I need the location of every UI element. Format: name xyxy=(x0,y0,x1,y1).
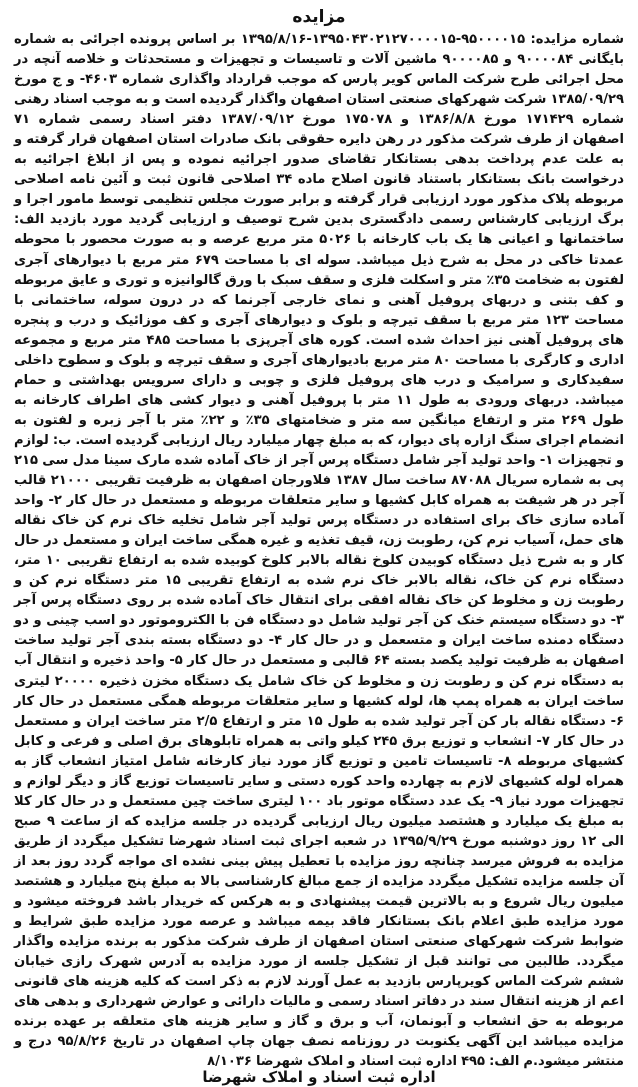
notice-footer: اداره ثبت اسناد و املاک شهرضا xyxy=(202,1068,436,1086)
notice-body: شماره مزایده: ۹۵۰۰۰۰۱۵-۱۳۹۵۰۴۳۰۲۱۲۷۰۰۰۰۱۵-۱۳۹۵/۸/۱۶ بر اساس پرونده اجرائی به شماره بایگانی ۹۰۰۰۰۸۴ و ۹۰۰۰۰۸۵ ماشین آلات و تاسیسات و تجهیزات و مستحدثات و خلاصه آنچه در محل اجرائی طرح شرکت الماس کویر پارس که موجب قرارداد واگذاری شماره ۴۶۰۳- و ج مورخ ۱۳۸۵/۰۹/۲۹ شرکت شهرکهای صنعتی استان اصفهان واگذار گردیده است و به موجب اسناد رهنی شماره ۱۷۱۴۲۹ مورخ ۱۳۸۶/۸/۸ و ۱۷۵۰۷۸ مورخ ۱۳۸۷/۰۹/۱۲ دفتر اسناد رسمی شماره ۷۱ اصفهان از طرف شرکت مذکور در رهن دایره حقوقی بانک صادرات استان اصفهان قرار گرفته و به علت عدم پرداخت بدهی بستانکار تقاضای صدور اجرائیه نموده و پس از ابلاغ اجرائیه به درخواست بانک بستانکار باستناد قانون اصلاح ماده ۳۴ اصلاحی قانون ثبت و آئین نامه اصلاحی مربوطه پلاک مذکور مورد ارزیابی قرار گرفته و برابر صورت مجلس تنظیمی توسط مامور اجرا و برگ ارزیابی کارشناس رسمی دادگستری بدین شرح توصیف و ارزیابی گردید مورد بازدید الف: ساختمانها و اعیانی ها یک باب کارخانه با ۵۰۲۶ متر مربع عرصه و به صورت محصور با محوطه عمدتا خاکی در محل به شرح ذیل میباشد. سوله ای با مساحت ۶۷۹ متر مربع با دیوارهای آجری لفتون به ضخامت ۳۵٪ متر و اسکلت فلزی و سقف سبک با ورق گالوانیزه و توری و عایق مربوطه و کف بتنی و دربهای پروفیل آهنی و نمای خارجی آجرنما که در درون سوله، ساختمانی با مساحت ۱۲۳ متر مربع با سقف تیرچه و بلوک و دیوارهای آجری و کف موزائیک و درب و پنجره های پروفیل آهنی نیز احداث شده است. کوره های آجرپزی با مساحت ۴۸۵ متر مربع و مجموعه اداری و کارگری با مساحت ۸۰ متر مربع بادیوارهای آجری و سقف تیرچه و بلوک و سطوح داخلی سفیدکاری و سرامیک و درب های پروفیل فلزی و چوبی و دارای سرویس بهداشتی و حمام میباشد. دربهای ورودی به طول ۱۱ متر با پروفیل آهنی و دیوار کشی های اطراف کارخانه به طول ۲۶۹ متر و ارتفاع میانگین سه متر و ضخامتهای ۳۵٪ و ۲۲٪ متر با آجر زبره و لفتون به انضمام اجرای سنگ ازاره پای دیوار، که به مبلغ چهار میلیارد ریال ارزیابی گردیده است. ب: لوازم و تجهیزات ۱- واحد تولید آجر شامل دستگاه پرس آجر از خاک آماده شده مارک سینا مدل سی ۲۱۵ پی به شماره سریال ۸۷۰۸۸ ساخت سال ۱۳۸۷ فلاورجان اصفهان به ظرفیت تقریبی ۲۱۰۰۰ قالب آجر در هر شیفت به همراه کابل کشیها و سایر متعلقات مربوطه و مستعمل در حال کار ۲- واحد آماده سازی خاک برای استفاده در دستگاه پرس تولید آجر شامل تخلیه خاک نرم کن خاک نقاله های حمل، آسیاب نرم کن، رطوبت زن، قیف تغذیه و غیره همگی ساخت ایران و مستعمل در حال کار و به شرح ذیل دستگاه کوبیدن کلوخ نقاله بالابر کلوخ کوبیده شده به ارتفاع تقریبی ۱۰ متر، دستگاه نرم کن خاک، نقاله بالابر خاک نرم شده به ارتفاع تقریبی ۱۵ متر دستگاه نرم کن و رطوبت زن و مخلوط کن خاک نقاله افقی برای انتقال خاک آماده شده بر روی دستگاه پرس آجر ۳- دو دستگاه سیستم خنک کن آجر تولید شامل دو دستگاه فن با الکتروموتور دو اسب چینی و دو دستگاه دمنده ساخت ایران و متسعمل و در حال کار ۴- دو دستگاه بسته بندی آجر تولید ساخت اصفهان به ظرفیت تولید یکصد بسته ۶۴ قالبی و مستعمل در حال کار ۵- واحد ذخیره و انتقال آب به دستگاه نرم کن و رطوبت زن و مخلوط کن خاک شامل یک دستگاه مخزن ذخیره ۲۰۰۰۰ لیتری ساخت ایران به همراه پمپ ها، لوله کشیها و سایر متعلقات مربوطه همگی مستعمل در حال کار ۶- دستگاه نقاله بار کن آجر تولید شده به طول ۱۵ متر و ارتفاع ۲/۵ متر ساخت ایران و مستعمل در حال کار ۷- انشعاب و توزیع برق ۲۴۵ کیلو واتی به همراه تابلوهای برق اصلی و فرعی و کابل کشیهای مربوطه ۸- تاسیسات تامین و توزیع گاز مورد نیاز کارخانه شامل امتیاز انشعاب گاز به همراه لوله کشیهای لازم به چهارده واحد کوره دستی و سایر تاسیسات توزیع گاز و دیگر لوازم و تجهیزات مورد نیاز ۹- یک عدد دستگاه موتور باد ۱۰۰ لیتری ساخت چین مستعمل و در حال کار کلا به مبلغ یک میلیارد و هشتصد میلیون ریال ارزیابی گردیده در جلسه مزایده که از ساعت ۹ صبح الی ۱۲ روز دوشنبه مورخ ۱۳۹۵/۹/۲۹ در شعبه اجرای ثبت اسناد شهرضا تشکیل میگردد از طریق مزایده به فروش میرسد چنانچه روز مزایده با تعطیل پیش بینی نشده ای مواجه گردد روز بعد از آن جلسه مزایده تشکیل میگردد مزایده از جمع مبالغ کارشناسی بالا به مبلغ پنج میلیارد و هشتصد میلیون ریال شروع و به بالاترین قیمت پیشنهادی و به هرکس که خریدار باشد فروخته میشود و مورد مزایده طبق اعلام بانک بستانکار فاقد بیمه میباشد و عرصه مورد مزایده طبق شرایط و ضوابط شرکت شهرکهای صنعتی استان اصفهان از طرف شرکت مذکور به برنده مزایده واگذار میگردد. طالبین می توانند قبل از تشکیل جلسه از مورد مزایده به آدرس شهرک رازی خیابان ششم شرکت الماس کویرپارس بازدید به عمل آورند لازم به ذکر است که کلیه هزینه های قانونی اعم از هزینه انتقال سند در دفاتر اسناد رسمی و مالیات دارائی و عوارض شهرداری و بدهی های مربوطه به حق انشعاب و آبونمان، آب و برق و گاز و سایر هزینه های متعلقه بر عهده برنده مزایده میباشد این آگهی یکنوبت در روزنامه نصف جهان چاپ اصفهان در تاریخ ۹۵/۸/۲۶ درج و منتشر میشود.م الف: ۴۹۵ اداره ثبت اسناد و املاک شهرضا ۸/۱۰۳۶ xyxy=(14,32,625,1070)
notice-title: مزایده xyxy=(292,7,346,27)
